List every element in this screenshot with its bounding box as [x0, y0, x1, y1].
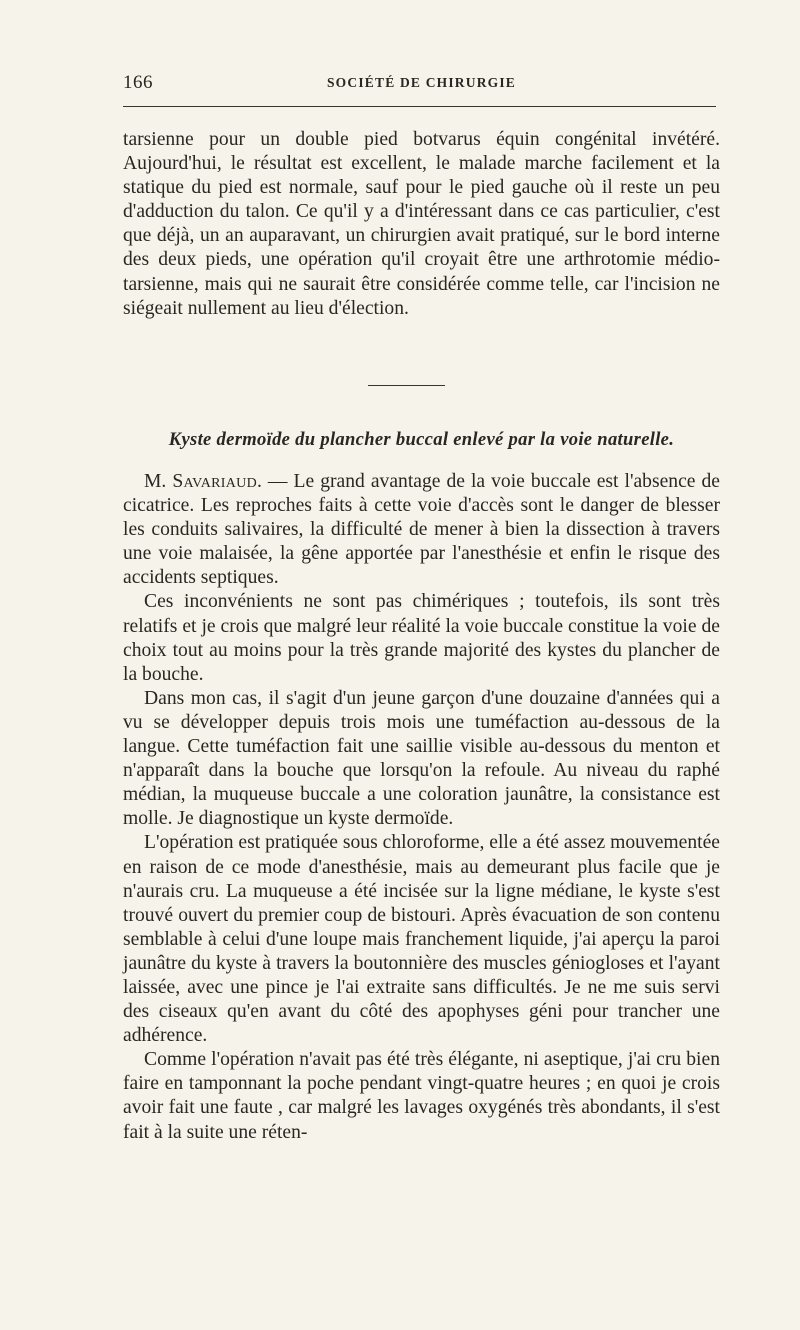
paragraph: Ces inconvénients ne sont pas chimériques ; toutefois, ils sont très relatifs et je crois que malgré leur réalité la voie buccale constitue la voie de choix tout au moins pour la très grande majorité des kystes du plancher de la bouche. [123, 591, 720, 685]
journal-title: SOCIÉTÉ DE CHIRURGIE [326, 75, 517, 90]
paragraph: Comme l'opération n'avait pas été très élégante, ni aseptique, j'ai cru bien faire en tamponnant la poche pendant vingt-quatre heures ; en quoi je crois avoir fait une faute , car malgré les lavages oxygénés très abondants, il s'est fait à la suite une réten- [123, 1049, 720, 1143]
first-paragraph-text: Le grand avantage de la voie buccale est l'absence de cicatrice. Les reproches faits à cette voie d'accès sont le danger de blesser les conduits salivaires, la difficulté de mener à bien la dissection à travers une voie malaisée, la gêne apportée par l'anesthésie et enfin le risque des accidents septiques. [123, 471, 720, 589]
paragraph: Dans mon cas, il s'agit d'un jeune garçon d'une douzaine d'années qui a vu se développer depuis trois mois une tuméfaction au-dessous de la langue. Cette tuméfaction fait une saillie visible au-dessous du menton et n'apparaît dans la bouche que lorsqu'on la refoule. Au niveau du raphé médian, la muqueuse buccale a une coloration jaunâtre, la consistance est molle. Je diagnostique un kyste dermoïde. [123, 687, 720, 830]
running-head [123, 72, 720, 96]
paragraph: L'opération est pratiquée sous chloroforme, elle a été assez mouvementée en raison de ce mode d'anesthésie, mais au demeurant plus facile que je n'aurais cru. La muqueuse a été incisée sur la ligne médiane, le kyste s'est trouvé ouvert du premier coup de bistouri. Après évacuation de son contenu semblable à celui d'une loupe mais franchement liquide, j'ai aperçu la paroi jaunâtre du kyste à travers la boutonnière des muscles géniogloses et l'ayant laissée, avec une pince je l'ai extraite sans difficultés. Je ne me suis servi des ciseaux qu'en avant du côté des apophyses géni pour trancher une adhérence. [123, 832, 720, 1047]
page-number: 166 [123, 72, 153, 93]
speaker-name: Savariaud [172, 471, 257, 492]
speaker-prefix: M. [144, 471, 173, 492]
first-paragraph [123, 470, 720, 590]
section-separator [368, 385, 445, 386]
section-title: Kyste dermoïde du plancher buccal enlevé par la voie naturelle. [168, 429, 675, 450]
continued-paragraph: tarsienne pour un double pied botvarus équin congénital invétéré. Aujourd'hui, le résultat est excellent, le malade marche facilement et la statique du pied est normale, sauf pour le pied gauche où il reste un peu d'adduction du talon. Ce qu'il y a d'intéressant dans ce cas particulier, c'est que déjà, un an auparavant, un chirurgien avait pratiqué, sur le bord interne des deux pieds, une opération qu'il croyait être une arthrotomie médio-tarsienne, mais qui ne saurait être considérée comme telle, car l'incision ne siégeait nullement au lieu d'élection. [123, 129, 720, 319]
header-rule [123, 106, 716, 107]
section-body [123, 470, 720, 1145]
speaker-dash: . — [257, 471, 294, 492]
